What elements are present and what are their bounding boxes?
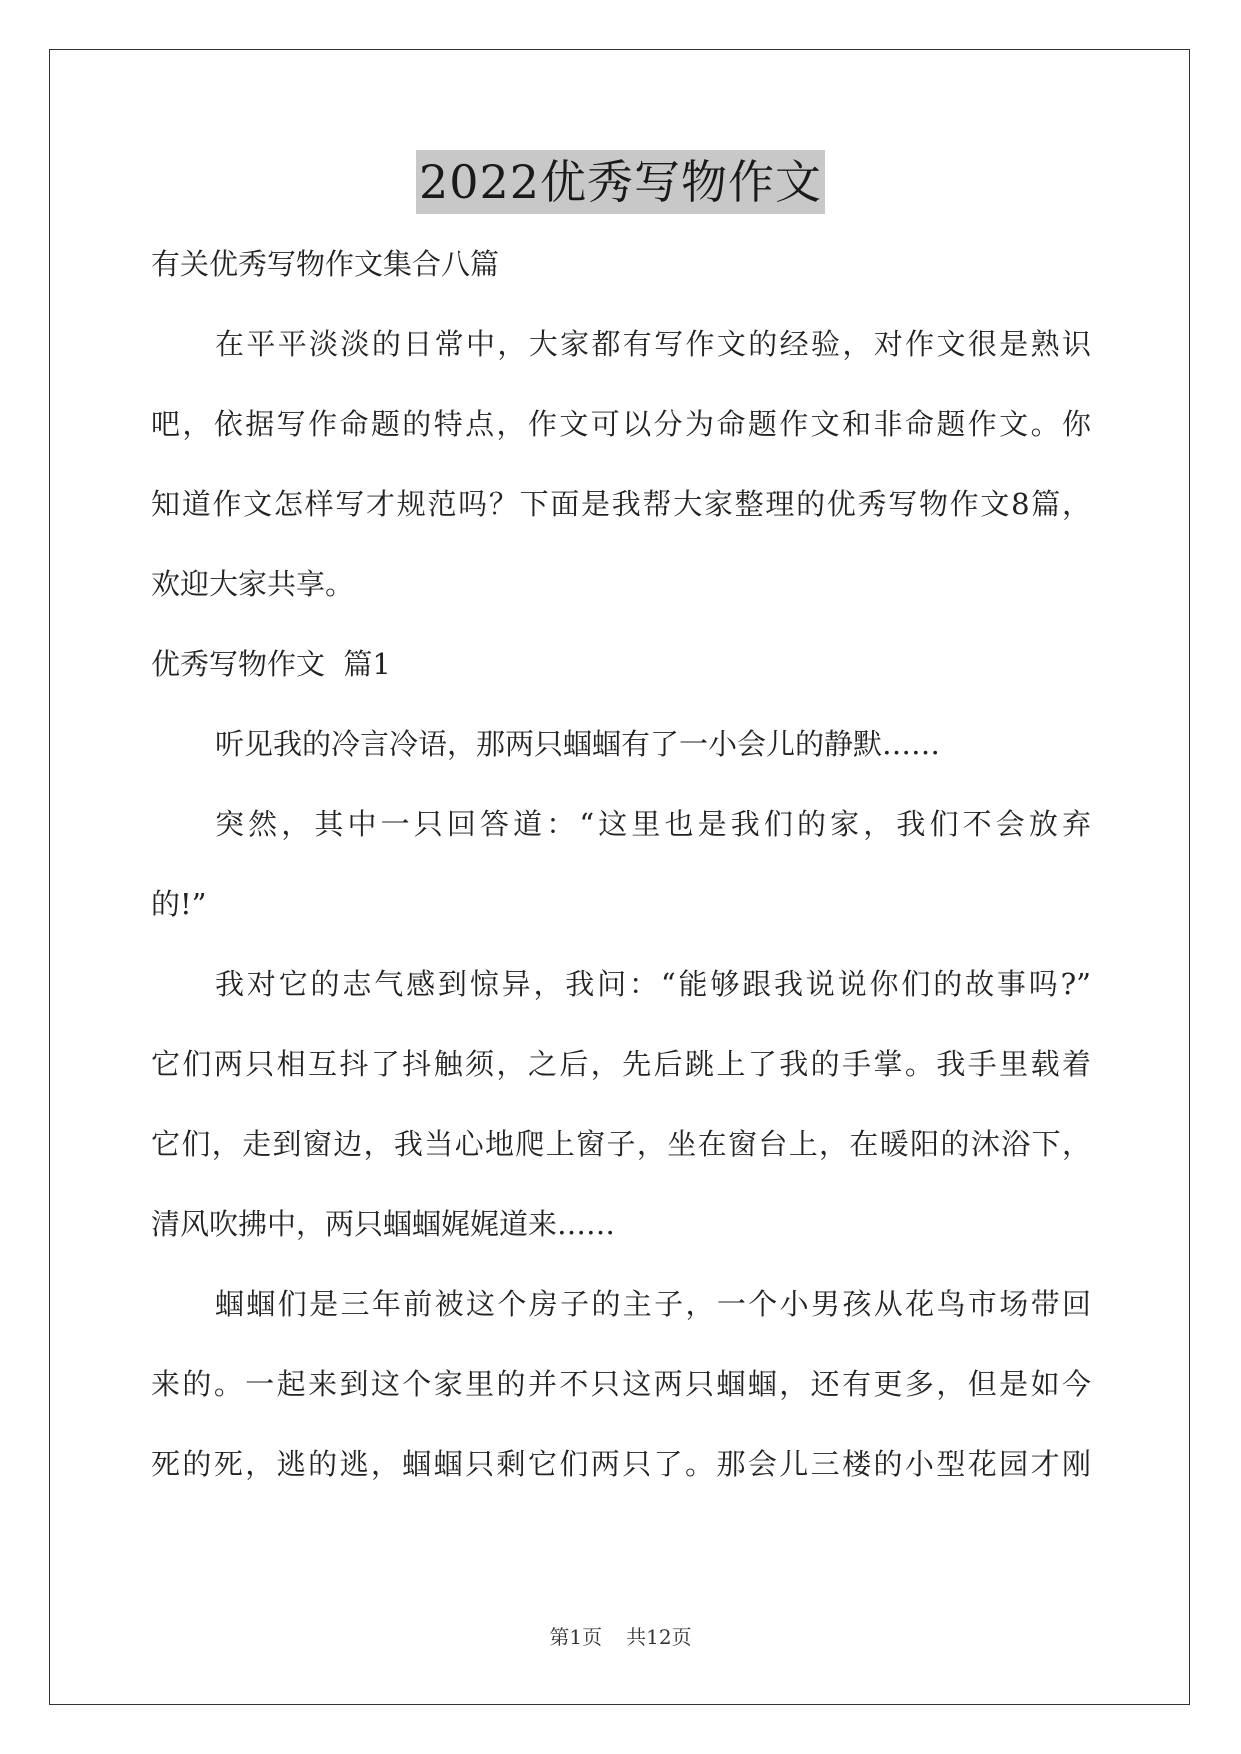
title-container — [0, 150, 1241, 214]
paragraph — [151, 944, 1091, 1264]
text-line: 在平平淡淡的日常中，大家都有写作文的经验，对作文很是熟识 — [215, 327, 1091, 361]
text-line: 吧，依据写作命题的特点，作文可以分为命题作文和非命题作文。你 — [151, 407, 1091, 441]
section-heading-block — [151, 624, 1091, 704]
text-line: 清风吹拂中，两只蝈蝈娓娓道来…… — [151, 1207, 616, 1241]
intro-paragraph — [151, 304, 1091, 624]
text-line: 知道作文怎样写才规范吗？下面是我帮大家整理的优秀写物作文8篇， — [151, 487, 1091, 521]
text-line: 听见我的冷言冷语，那两只蝈蝈有了一小会儿的静默…… — [215, 727, 941, 761]
text-line: 突然，其中一只回答道：“这里也是我们的家，我们不会放弃 — [215, 807, 1091, 841]
text-line: 它们两只相互抖了抖触须，之后，先后跳上了我的手掌。我手里载着 — [151, 1047, 1091, 1081]
text-line: 我对它的志气感到惊异，我问：“能够跟我说说你们的故事吗?” — [215, 967, 1091, 1001]
text-line: 的!” — [151, 887, 207, 921]
section-heading: 优秀写物作文 篇1 — [151, 647, 391, 681]
page-total: 共12页 — [626, 1625, 692, 1649]
text-line: 死的死，逃的逃，蝈蝈只剩它们两只了。那会儿三楼的小型花园才刚 — [151, 1447, 1091, 1481]
text-line: 来的。一起来到这个家里的并不只这两只蝈蝈，还有更多，但是如今 — [151, 1367, 1091, 1401]
text-line: 欢迎大家共享。 — [151, 567, 355, 601]
paragraph — [151, 784, 1091, 944]
page-footer — [0, 1621, 1241, 1650]
document-title: 2022优秀写物作文 — [416, 150, 825, 214]
page-number: 第1页 — [549, 1625, 603, 1649]
subtitle-block — [151, 224, 1091, 304]
text-line: 蝈蝈们是三年前被这个房子的主子，一个小男孩从花鸟市场带回 — [215, 1287, 1091, 1321]
text-line: 它们，走到窗边，我当心地爬上窗子，坐在窗台上，在暖阳的沐浴下， — [151, 1127, 1091, 1161]
paragraph — [151, 1264, 1091, 1504]
paragraph — [151, 704, 1091, 784]
subtitle: 有关优秀写物作文集合八篇 — [151, 247, 500, 281]
document-body — [151, 224, 1091, 1504]
